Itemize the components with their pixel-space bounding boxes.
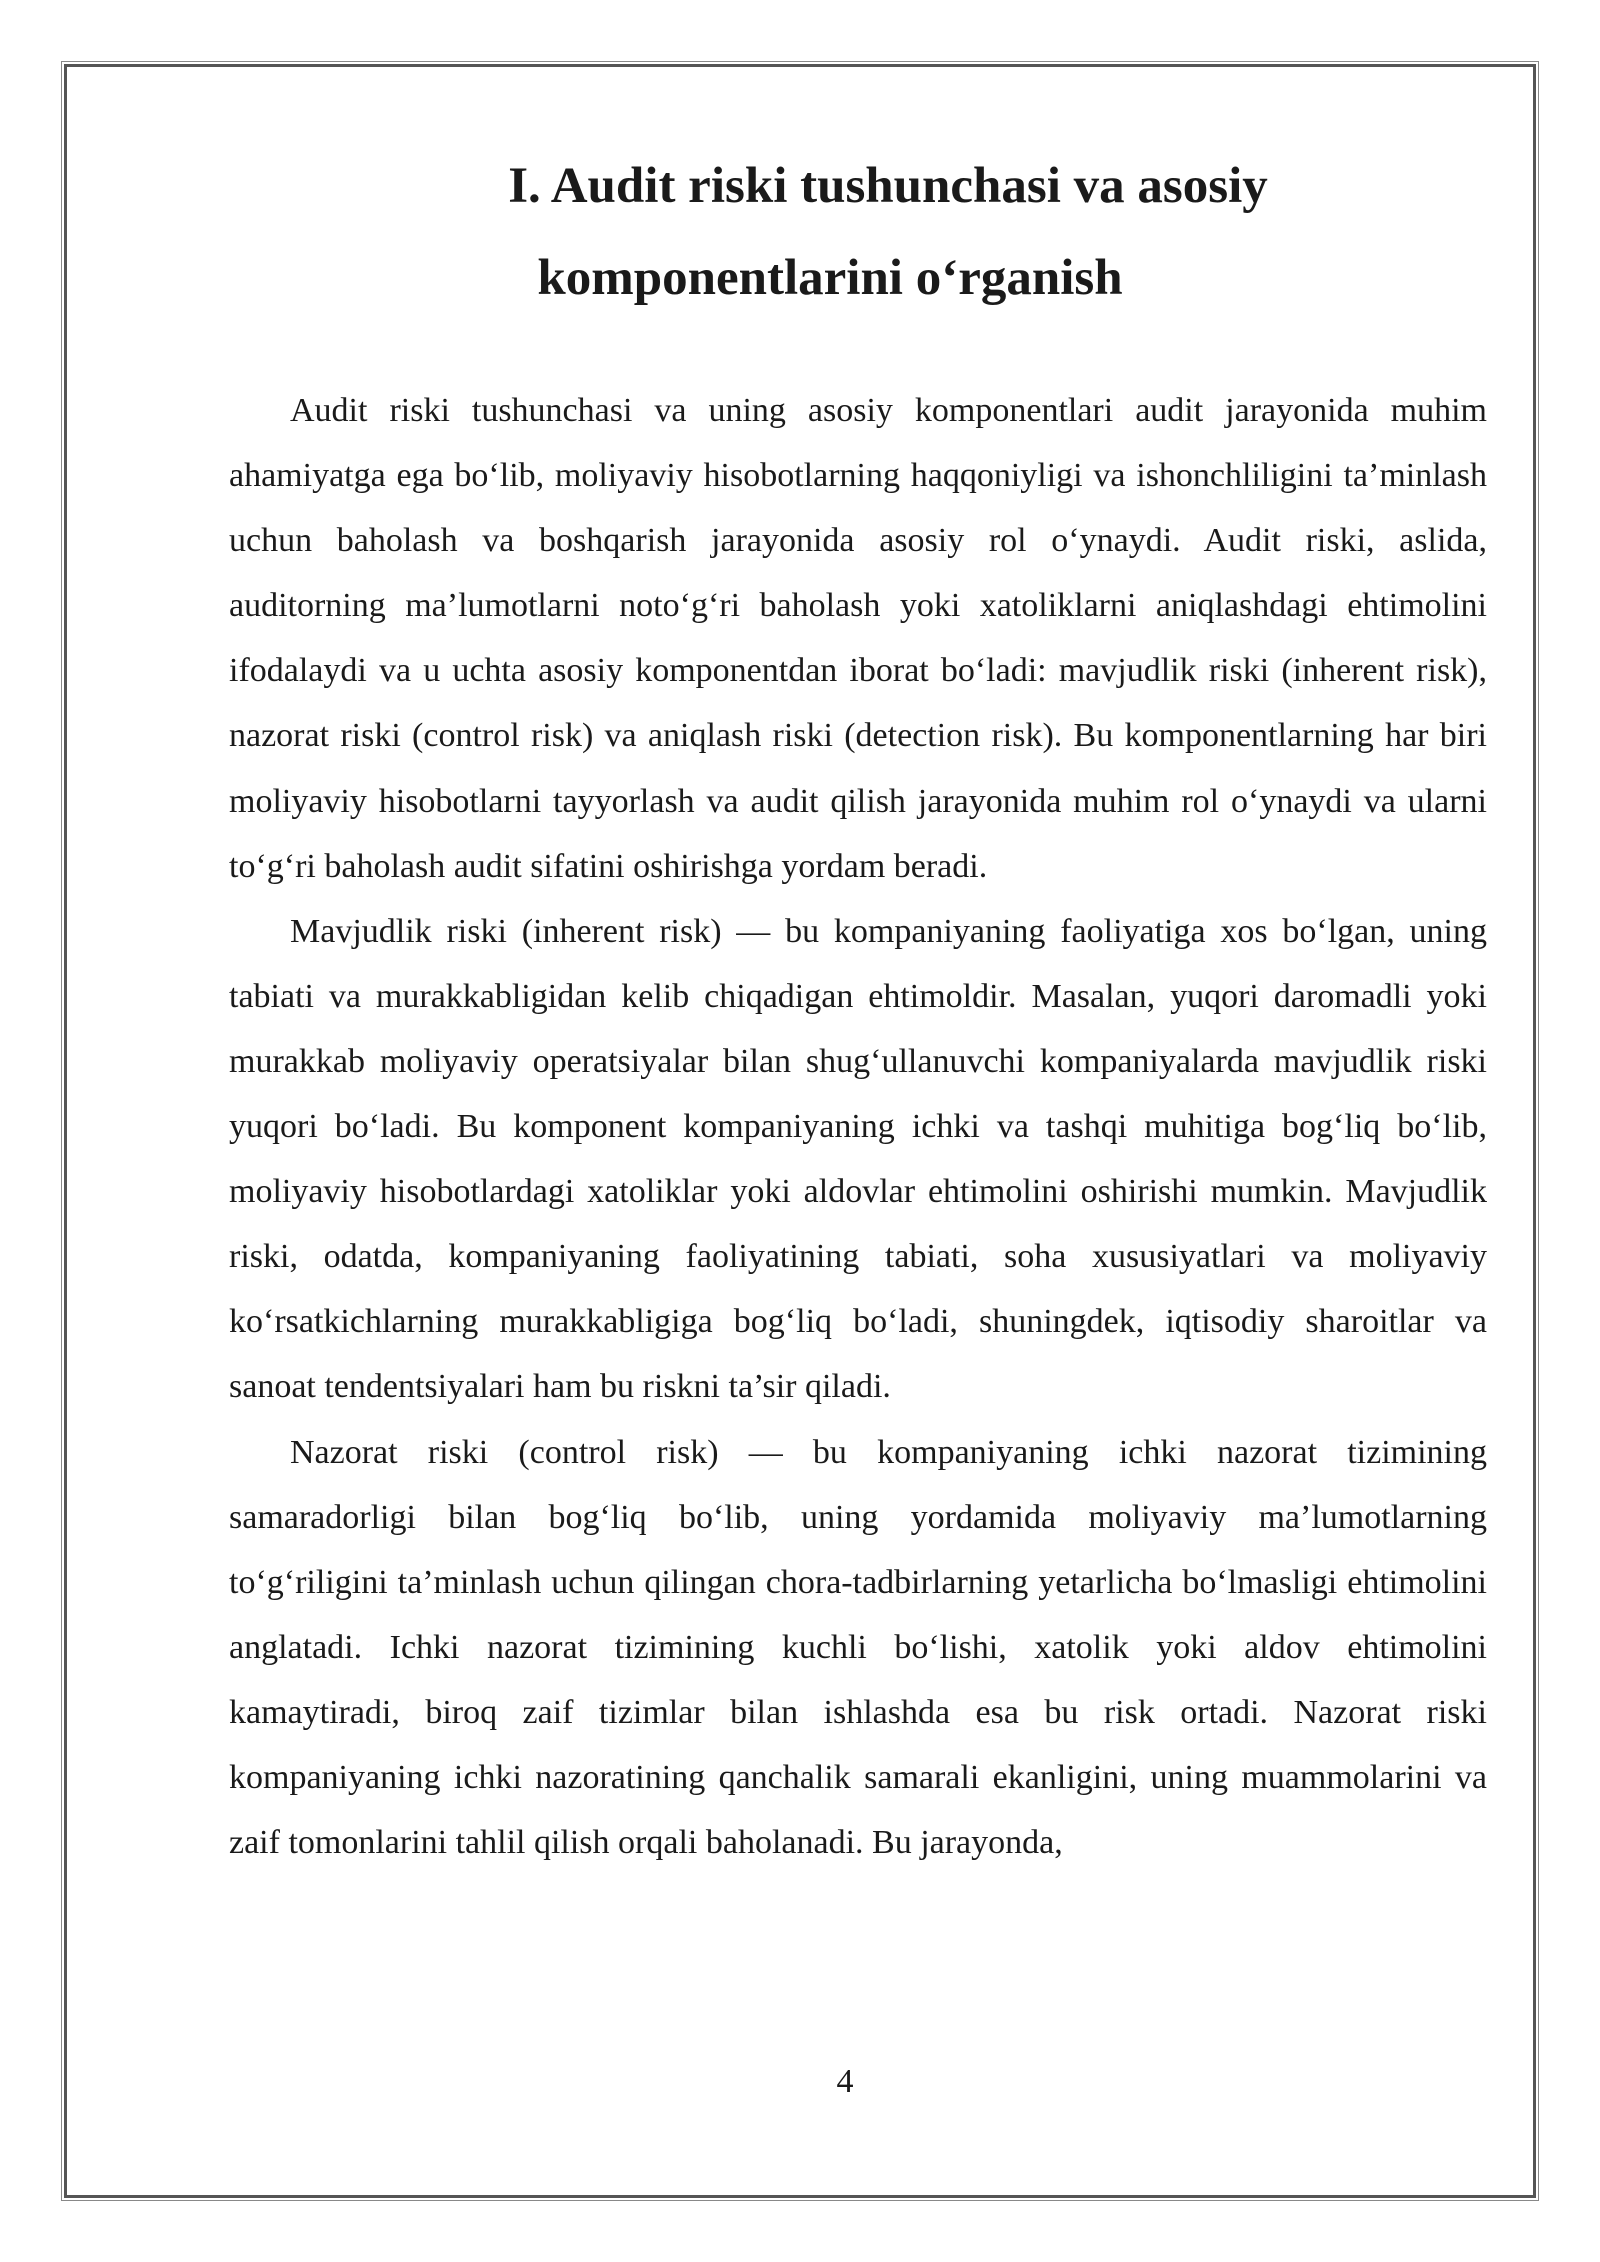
section-heading-line-2: komponentlarini o‘rganish: [537, 250, 1123, 306]
paragraph-1: Audit riski tushunchasi va uning asosiy komponentlari audit jarayonida muhim ahamiyatga ega bo‘lib, moliyaviy hisobotlarning haqqoniyligi va ishonchliligini ta’minlash uchun baholash va boshqarish jarayonida asosiy rol o‘ynaydi. Audit riski, aslida, auditorning ma’lumotlarni noto‘g‘ri baholash yoki xatoliklarni aniqlashdagi ehtimolini ifodalaydi va u uchta asosiy komponentdan iborat bo‘ladi: mavjudlik riski (inherent risk), nazorat riski (control risk) va aniqlash riski (detection risk). Bu komponentlarning har biri moliyaviy hisobotlarni tayyorlash va audit qilish jarayonida muhim rol o‘ynaydi va ularni to‘g‘ri baholash audit sifatini oshirishga yordam beradi.: [229, 392, 1487, 885]
body-text: [229, 378, 1487, 1875]
page-number: 4: [836, 2063, 854, 2100]
section-heading: [0, 140, 1600, 324]
paragraph-2: Mavjudlik riski (inherent risk) — bu kompaniyaning faoliyatiga xos bo‘lgan, uning tabiati va murakkabligidan kelib chiqadigan ehtimoldir. Masalan, yuqori daromadli yoki murakkab moliyaviy operatsiyalar bilan shug‘ullanuvchi kompaniyalarda mavjudlik riski yuqori bo‘ladi. Bu komponent kompaniyaning ichki va tashqi muhitiga bog‘liq bo‘lib, moliyaviy hisobotlardagi xatoliklar yoki aldovlar ehtimolini oshirishi mumkin. Mavjudlik riski, odatda, kompaniyaning faoliyatining tabiati, soha xususiyatlari va moliyaviy ko‘rsatkichlarning murakkabligiga bog‘liq bo‘ladi, shuningdek, iqtisodiy sharoitlar va sanoat tendentsiyalari ham bu riskni ta’sir qiladi.: [229, 912, 1487, 1406]
paragraph-3: Nazorat riski (control risk) — bu kompaniyaning ichki nazorat tizimining samaradorligi bilan bog‘liq bo‘lib, uning yordamida moliyaviy ma’lumotlarning to‘g‘riligini ta’minlash uchun qilingan chora-tadbirlarning yetarlicha bo‘lmasligi ehtimolini anglatadi. Ichki nazorat tizimining kuchli bo‘lishi, xatolik yoki aldov ehtimolini kamaytiradi, biroq zaif tizimlar bilan ishlashda esa bu risk ortadi. Nazorat riski kompaniyaning ichki nazoratining qanchalik samarali ekanligini, uning muammolarini va zaif tomonlarini tahlil qilish orqali baholanadi. Bu jarayonda,: [229, 1433, 1487, 1862]
section-heading-line-1: I. Audit riski tushunchasi va asosiy: [508, 158, 1268, 214]
